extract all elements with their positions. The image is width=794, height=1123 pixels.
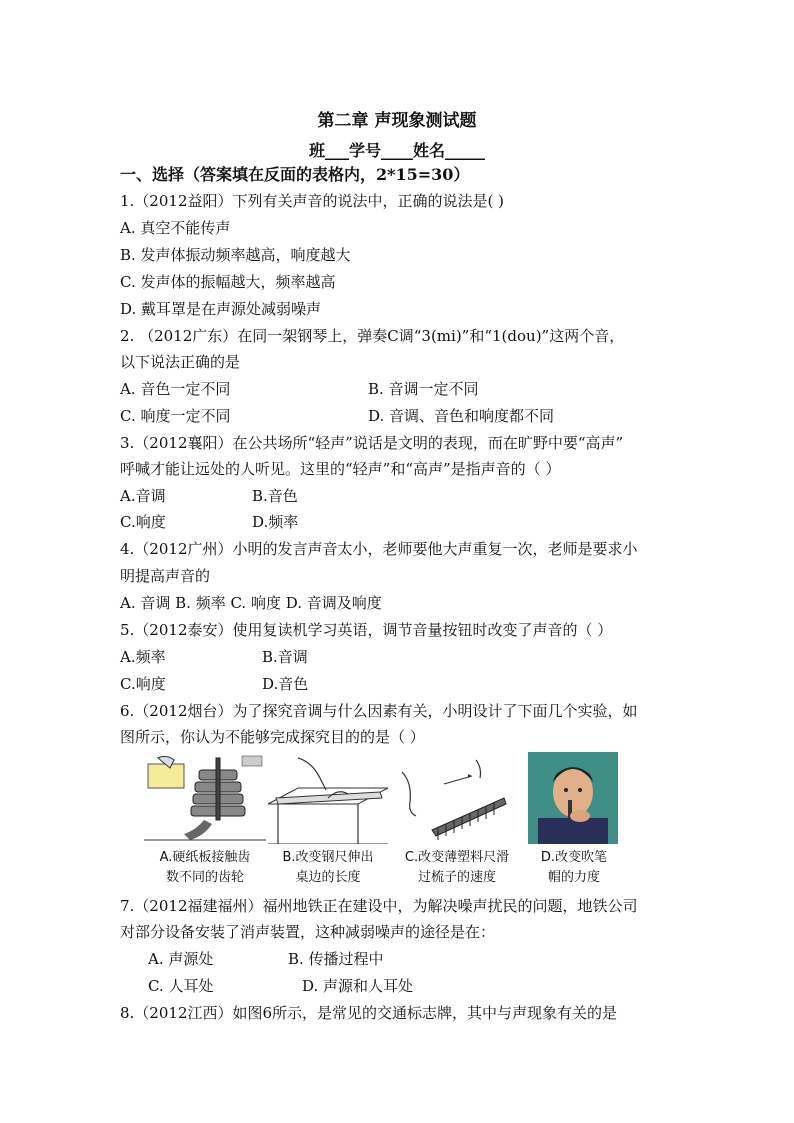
q7-option-c: C. 人耳处 bbox=[148, 977, 214, 995]
q8-stem: 8.（2012江西）如图6所示，是常见的交通标志牌，其中与声现象有关的是 bbox=[120, 1004, 618, 1022]
q2-option-c: C. 响度一定不同 bbox=[120, 407, 231, 425]
q7-stem-line1: 7.（2012福建福州）福州地铁正在建设中，为解决噪声扰民的问题，地铁公司 bbox=[120, 897, 638, 915]
q3-stem-line1: 3.（2012襄阳）在公共场所“轻声”说话是文明的表现，而在旷野中要“高声” bbox=[120, 434, 624, 452]
q3-option-b: B.音色 bbox=[252, 487, 298, 505]
q5-option-b: B.音调 bbox=[262, 648, 308, 666]
q1-option-b: B. 发声体振动频率越高，响度越大 bbox=[120, 246, 351, 264]
caption-b-line1: B.改变钢尺伸出 bbox=[282, 850, 374, 865]
q5-stem: 5.（2012泰安）使用复读机学习英语，调节音量按钮时改变了声音的（ ） bbox=[120, 621, 613, 639]
q7-option-a: A. 声源处 bbox=[148, 950, 214, 968]
q5-option-a: A.频率 bbox=[120, 648, 166, 666]
q1-stem: 1.（2012益阳）下列有关声音的说法中，正确的说法是( ) bbox=[120, 192, 504, 210]
q1-option-a: A. 真空不能传声 bbox=[120, 219, 231, 237]
q4-options: A. 音调 B. 频率 C. 响度 D. 音调及响度 bbox=[120, 594, 382, 612]
page-title: 第二章 声现象测试题 bbox=[317, 111, 477, 131]
q1-option-c: C. 发声体的振幅越大，频率越高 bbox=[120, 273, 336, 291]
section-heading: 一、选择（答案填在反面的表格内，2*15=30） bbox=[120, 165, 470, 184]
q6-stem-line1: 6.（2012烟台）为了探究音调与什么因素有关，小明设计了下面几个实验，如 bbox=[120, 702, 638, 720]
caption-d-line2: 帽的力度 bbox=[547, 870, 600, 885]
q1-option-d: D. 戴耳罩是在声源处减弱噪声 bbox=[120, 300, 322, 318]
q2-option-b: B. 音调一定不同 bbox=[368, 380, 479, 398]
q7-option-d: D. 声源和人耳处 bbox=[302, 977, 414, 995]
caption-d-line1: D.改变吹笔 bbox=[540, 850, 608, 865]
caption-a-line1: A.硬纸板接触齿 bbox=[159, 850, 251, 865]
q2-stem-line1: 2. （2012广东）在同一架钢琴上，弹奏C调“3(mi)”和“1(dou)”这两个音， bbox=[120, 327, 625, 345]
q7-stem-line2: 对部分设备安装了消声装置，这种减弱噪声的途径是在： bbox=[120, 923, 496, 941]
q3-stem-line2: 呼喊才能让远处的人听见。这里的“轻声”和“高声”是指声音的（ ） bbox=[120, 460, 561, 478]
figure-boy-pen-cap bbox=[528, 752, 618, 844]
figure-gears bbox=[144, 752, 266, 842]
figure-comb bbox=[392, 752, 510, 844]
q6-figure-row bbox=[144, 752, 624, 890]
caption-c-line2: 过梳子的速度 bbox=[417, 870, 496, 885]
q2-option-a: A. 音色一定不同 bbox=[120, 380, 231, 398]
figure-ruler-table bbox=[268, 752, 388, 844]
q6-stem-line2: 图所示，你认为不能够完成探究目的的是（ ） bbox=[120, 728, 425, 746]
student-info-line: 班___学号____姓名_____ bbox=[308, 141, 485, 160]
q4-stem-line1: 4.（2012广州）小明的发言声音太小，老师要他大声重复一次，老师是要求小 bbox=[120, 540, 638, 558]
q3-option-d: D.频率 bbox=[252, 513, 299, 531]
q2-stem-line2: 以下说法正确的是 bbox=[120, 353, 241, 371]
caption-c-line1: C.改变薄塑料尺滑 bbox=[404, 850, 510, 865]
q7-option-b: B. 传播过程中 bbox=[288, 950, 384, 968]
q4-stem-line2: 明提高声音的 bbox=[120, 567, 211, 585]
q3-option-a: A.音调 bbox=[120, 487, 166, 505]
q3-option-c: C.响度 bbox=[120, 513, 166, 531]
q2-option-d: D. 音调、音色和响度都不同 bbox=[368, 407, 555, 425]
q5-option-c: C.响度 bbox=[120, 675, 166, 693]
caption-b-line2: 桌边的长度 bbox=[295, 870, 361, 885]
q5-option-d: D.音色 bbox=[262, 675, 309, 693]
caption-a-line2: 数不同的齿轮 bbox=[165, 870, 244, 885]
